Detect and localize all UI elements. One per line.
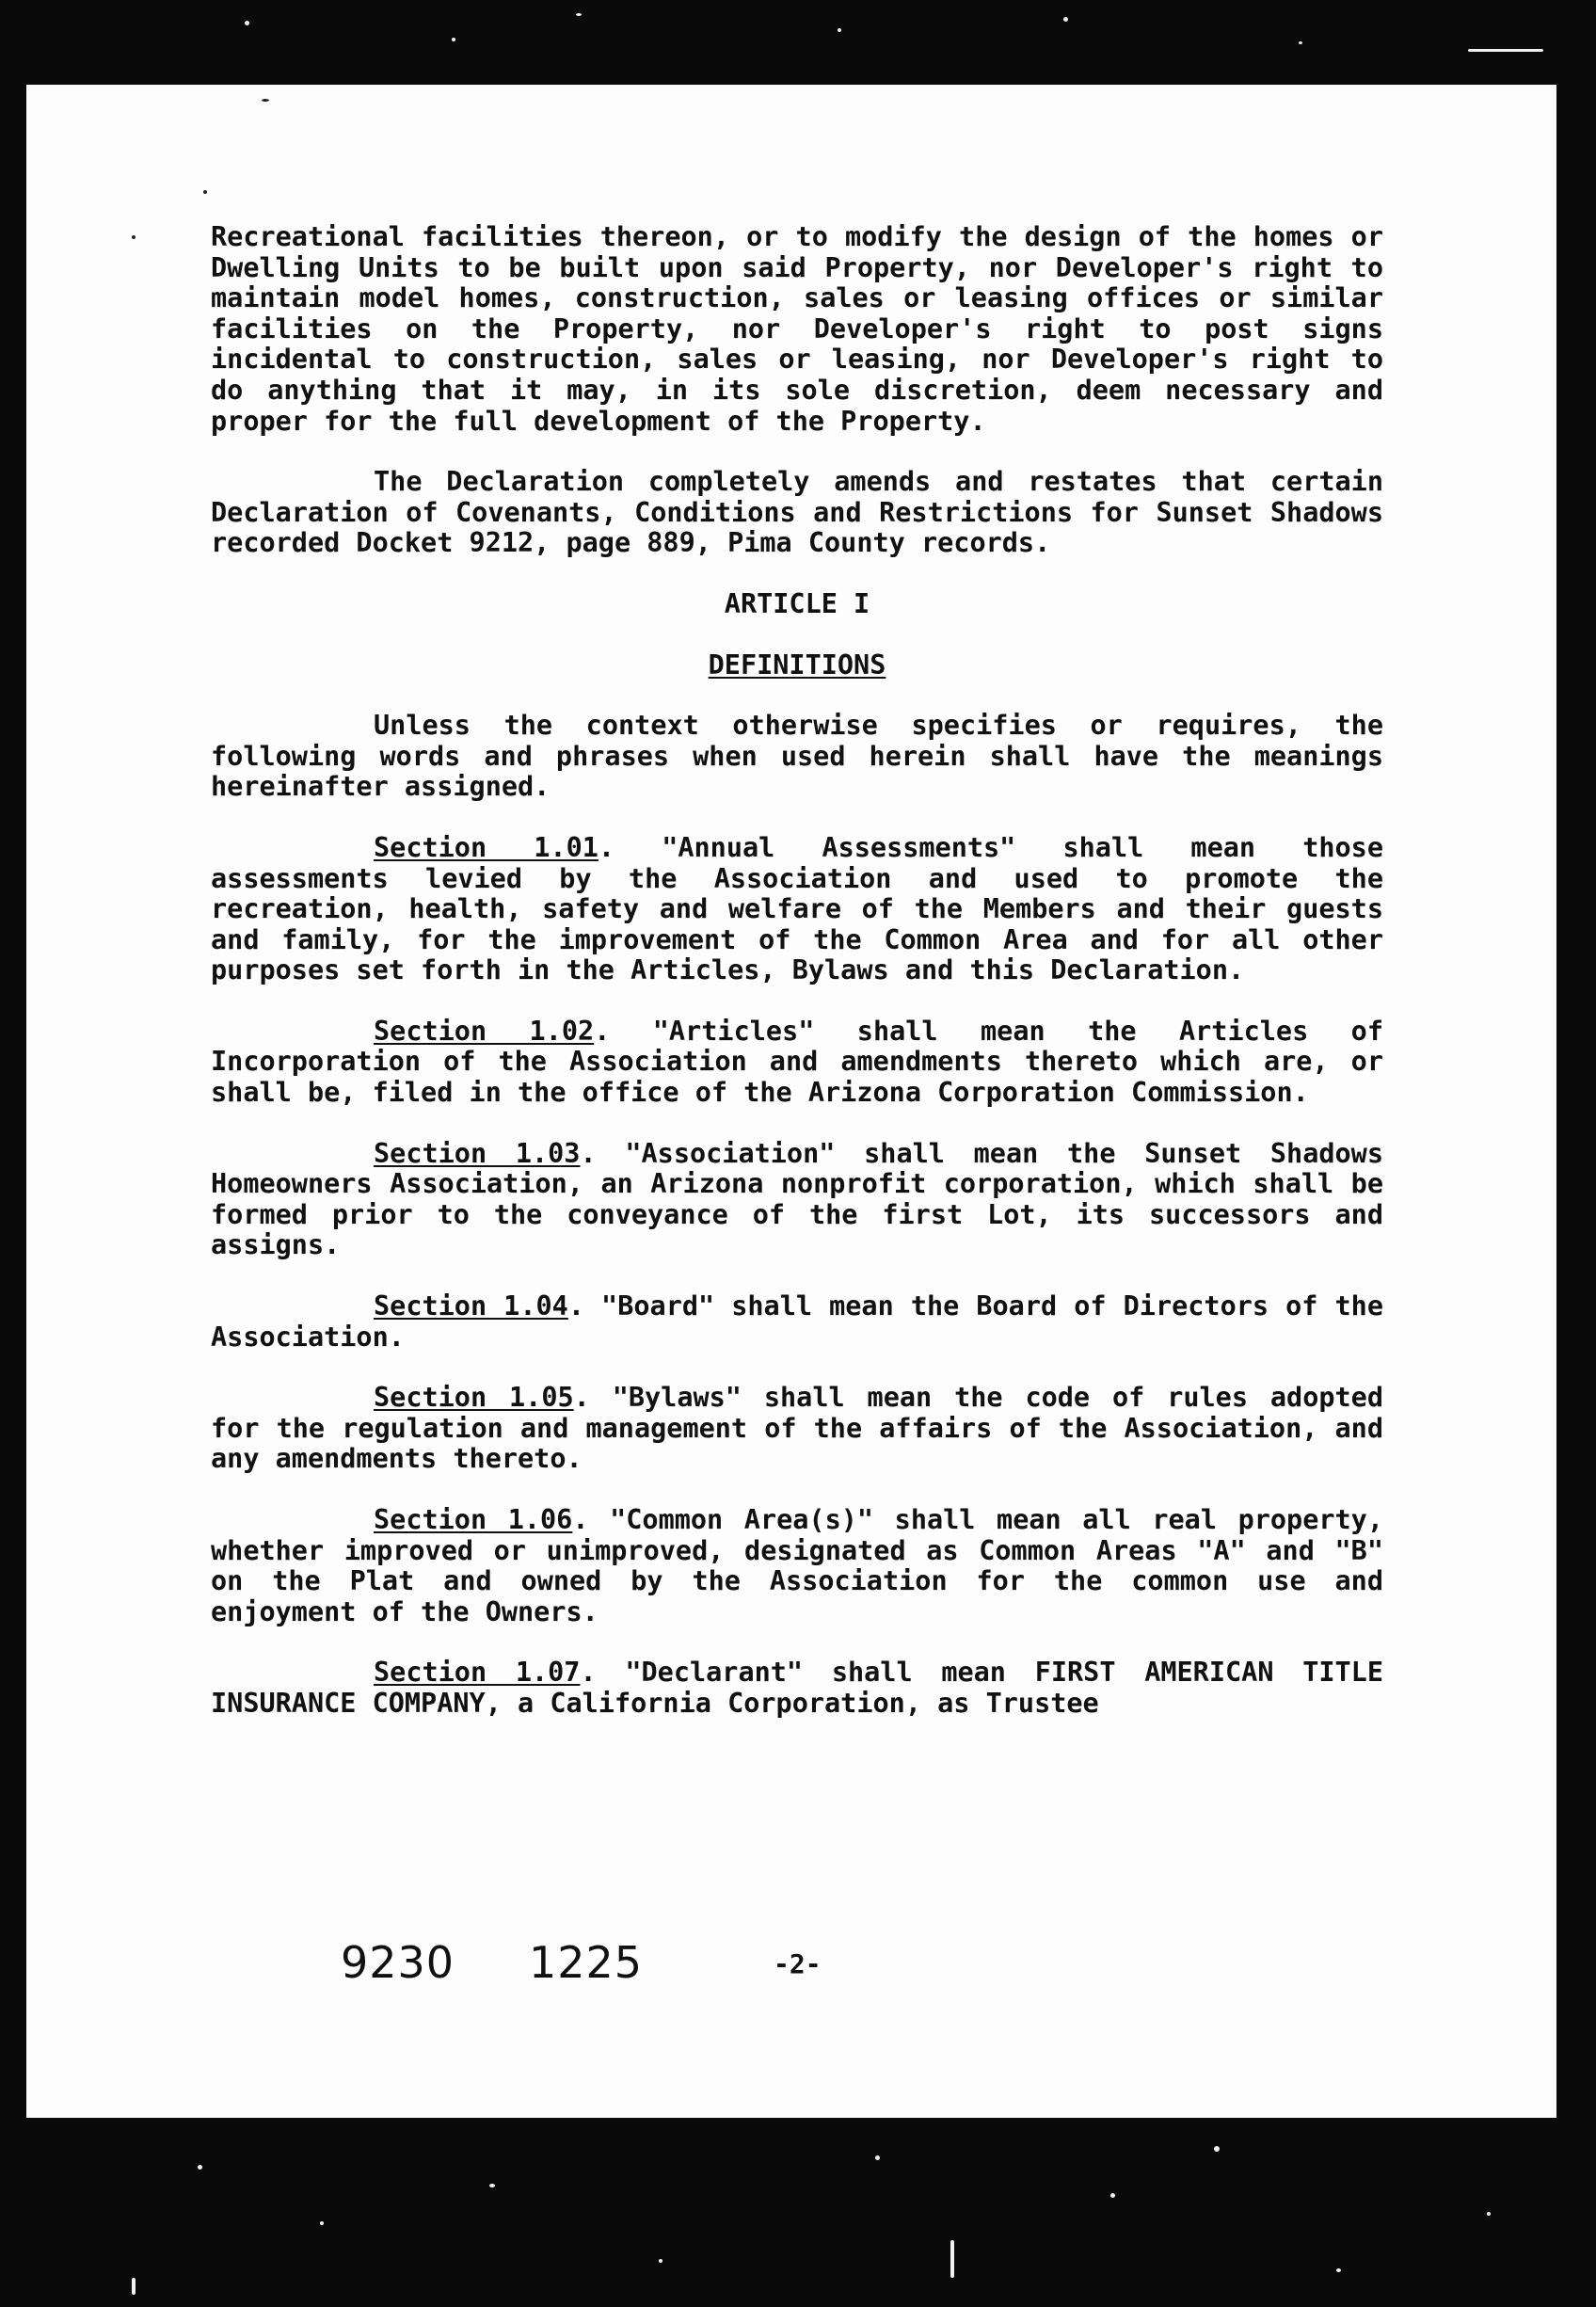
section-label: Section 1.07 <box>374 1657 581 1689</box>
margin-dot <box>203 190 207 194</box>
margin-dot <box>132 235 136 239</box>
section-paragraph <box>211 1291 1383 1353</box>
margin-dot <box>262 99 269 102</box>
section-text: . "Board" shall mean the Board of Directors of the Association. <box>211 1290 1383 1353</box>
section-paragraph <box>211 1383 1383 1475</box>
section-text: . "Annual Assessments" shall mean those assessments levied by the Association and used to promote the recreation, health, safety and welfare of the Members and their guests and family, for the improvement of the Common Area and for all other purposes set forth in the Articles, Bylaws and this Declaration. <box>211 831 1383 986</box>
scan-speck <box>950 2240 954 2278</box>
article-title-line <box>211 650 1383 681</box>
docket-number: 9230 <box>341 1937 455 1988</box>
definitions-intro: Unless the context otherwise specifies or requires, the following words and phrases when used herein shall have the meanings hereinafter assigned. <box>211 710 1383 803</box>
section-text: . "Bylaws" shall mean the code of rules adopted for the regulation and management of the affairs of the Association, and any amendments thereto. <box>211 1382 1383 1475</box>
section-text: . "Association" shall mean the Sunset Shadows Homeowners Association, an Arizona nonprofit corporation, which shall be formed prior to the conveyance of the first Lot, its successors and assigns. <box>211 1137 1383 1261</box>
scan-speck <box>198 2165 202 2170</box>
section-paragraph <box>211 1505 1383 1627</box>
scan-speck <box>875 2155 880 2160</box>
section-text: . "Common Area(s)" shall mean all real property, whether improved or unimproved, designated as Common Areas "A" and "B" on the Plat and owned by the Association for the common use and enjoyment of the Owners. <box>211 1504 1383 1627</box>
section-label: Section 1.06 <box>374 1504 573 1535</box>
scan-speck <box>320 2221 324 2225</box>
section-paragraph <box>211 833 1383 986</box>
section-label: Section 1.02 <box>374 1015 595 1047</box>
document-body <box>211 222 1383 1750</box>
section-label: Section 1.01 <box>374 831 598 863</box>
section-label: Section 1.03 <box>374 1137 581 1169</box>
scan-speck <box>1468 49 1543 52</box>
scan-speck <box>838 28 841 32</box>
scan-speck <box>1110 2193 1115 2198</box>
scan-speck <box>1214 2146 1220 2152</box>
section-label: Section 1.05 <box>374 1382 574 1414</box>
scan-speck <box>1063 17 1068 22</box>
article-heading <box>211 589 1383 681</box>
scan-speck <box>452 38 455 41</box>
article-title: DEFINITIONS <box>708 649 886 681</box>
section-paragraph <box>211 1658 1383 1719</box>
scan-speck <box>132 2278 136 2295</box>
article-number: ARTICLE I <box>724 587 870 619</box>
scan-speck <box>659 2259 662 2263</box>
section-label: Section 1.04 <box>374 1290 568 1322</box>
scan-speck <box>245 21 249 25</box>
scan-speck <box>489 2184 495 2187</box>
scan-speck <box>1487 2212 1491 2216</box>
section-text: . "Articles" shall mean the Articles of Incorporation of the Association and amendments thereto which are, or shall be, filed in the office of the Arizona Corporation Commission. <box>211 1015 1384 1109</box>
paragraph: Recreational facilities thereon, or to modify the design of the homes or Dwelling Units to be built upon said Property, nor Developer's right to maintain model homes, construction, sales or leasing offices or similar facilities on the Property, nor Developer's right to post signs incidental to construction, sales or leasing, nor Developer's right to do anything that it may, in its sole discretion, deem necessary and proper for the full development of the Property. <box>211 221 1383 437</box>
section-text: . "Declarant" shall mean FIRST AMERICAN TITLE INSURANCE COMPANY, a California Corporation, as Trustee <box>211 1657 1383 1719</box>
record-page-number: 1225 <box>529 1937 644 1988</box>
section-paragraph <box>211 1139 1383 1261</box>
section-paragraph <box>211 1017 1383 1109</box>
scan-speck <box>1336 2268 1341 2272</box>
scan-speck <box>576 13 582 16</box>
folio-number: -2- <box>774 1948 822 1979</box>
scan-speck <box>1299 41 1302 44</box>
paragraph: The Declaration completely amends and restates that certain Declaration of Covenants, Conditions and Restrictions for Sunset Shadows recorded Docket 9212, page 889, Pima County records. <box>211 466 1383 559</box>
